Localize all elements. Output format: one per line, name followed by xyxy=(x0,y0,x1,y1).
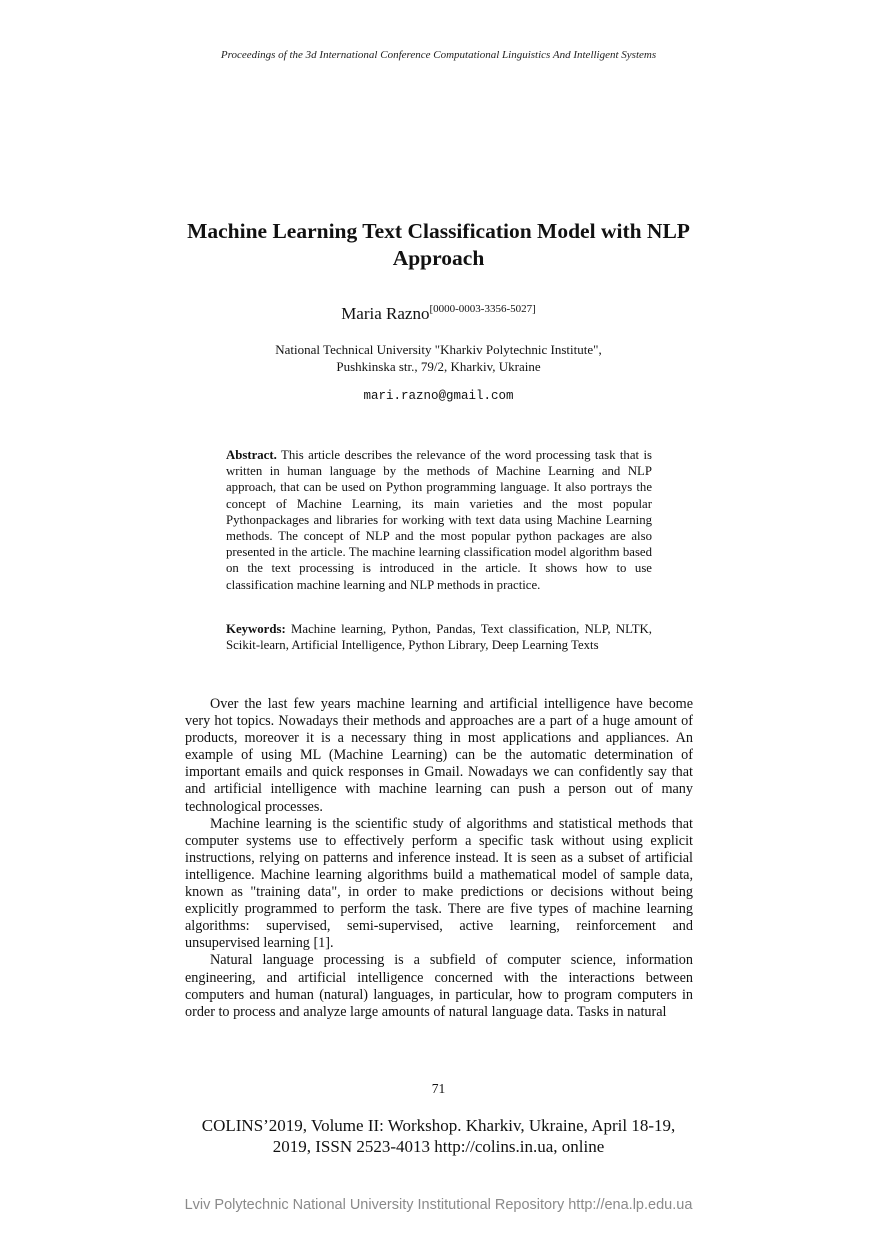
affiliation xyxy=(0,342,877,375)
author-line xyxy=(0,303,877,324)
affiliation-line-1: National Technical University "Kharkiv Polytechnic Institute", xyxy=(275,342,602,357)
keywords-label: Keywords: xyxy=(226,622,286,636)
keywords-text: Machine learning, Python, Pandas, Text classification, NLP, NLTK, Scikit-learn, Artificial Intelligence, Python Library, Deep Learning Texts xyxy=(226,622,652,653)
author-name: Maria Razno xyxy=(341,304,430,323)
affiliation-line-2: Pushkinska str., 79/2, Kharkiv, Ukraine xyxy=(336,358,541,374)
author-email: mari.razno@gmail.com xyxy=(363,389,514,403)
running-header: Proceedings of the 3d International Conference Computational Linguistics And Intelligent Systems xyxy=(220,49,657,61)
abstract xyxy=(226,447,652,593)
paper-title: Machine Learning Text Classification Model with NLP Approach xyxy=(187,219,690,270)
page-number: 71 xyxy=(431,1081,446,1096)
footer-line-1: COLINS’2019, Volume II: Workshop. Kharkiv, Ukraine, April 18-19, xyxy=(201,1116,676,1135)
abstract-text: This article describes the relevance of the word processing task that is written in human language by the methods of Machine Learning and NLP approach, that can be used on Python programming language. It also portrays the concept of Machine Learning, its main varieties and the most popular Pythonpackages and libraries for working with text data using Machine Learning methods. The concept of NLP and the most popular python packages are also presented in the article. The machine learning classification model algorithm based on the text processing is introduced in the article. It shows how to use classification machine learning and NLP methods in practice. xyxy=(226,448,652,592)
body-paragraph-3: Natural language processing is a subfield of computer science, information engineering, and artificial intelligence concerned with the interactions between computers and human (natural) languages, in particular, how to program computers in order to process and analyze large amounts of natural language data. Tasks in natural xyxy=(185,952,693,1020)
abstract-label: Abstract. xyxy=(226,448,277,462)
conference-footer xyxy=(150,1115,727,1157)
repository-watermark: Lviv Polytechnic National University Institutional Repository http://ena.lp.edu.ua xyxy=(184,1197,693,1213)
footer-line-2: 2019, ISSN 2523-4013 http://colins.in.ua, online xyxy=(272,1137,605,1156)
body-paragraph-2: Machine learning is the scientific study of algorithms and statistical methods that computer systems use to effectively perform a specific task without using explicit instructions, relying on patterns and inference instead. It is seen as a subset of artificial intelligence. Machine learning algorithms build a mathematical model of sample data, known as "training data", in order to make predictions or decisions without being explicitly programmed to perform the task. There are five types of machine learning algorithms: supervised, semi-supervised, active learning, reinforcement and unsupervised learning [1]. xyxy=(185,815,693,952)
body-paragraph-1: Over the last few years machine learning and artificial intelligence have become very hot topics. Nowadays their methods and approaches are a part of a huge amount of products, moreover it is a necessary thing in most applications and appliances. An example of using ML (Machine Learning) can be the automatic determination of important emails and quick responses in Gmail. Nowadays we can confidently say that and artificial intelligence with machine learning can push a person out of many technological processes. xyxy=(185,696,693,815)
body-text xyxy=(185,696,693,1021)
keywords xyxy=(226,621,652,653)
author-orcid: [0000-0003-3356-5027] xyxy=(429,303,536,315)
